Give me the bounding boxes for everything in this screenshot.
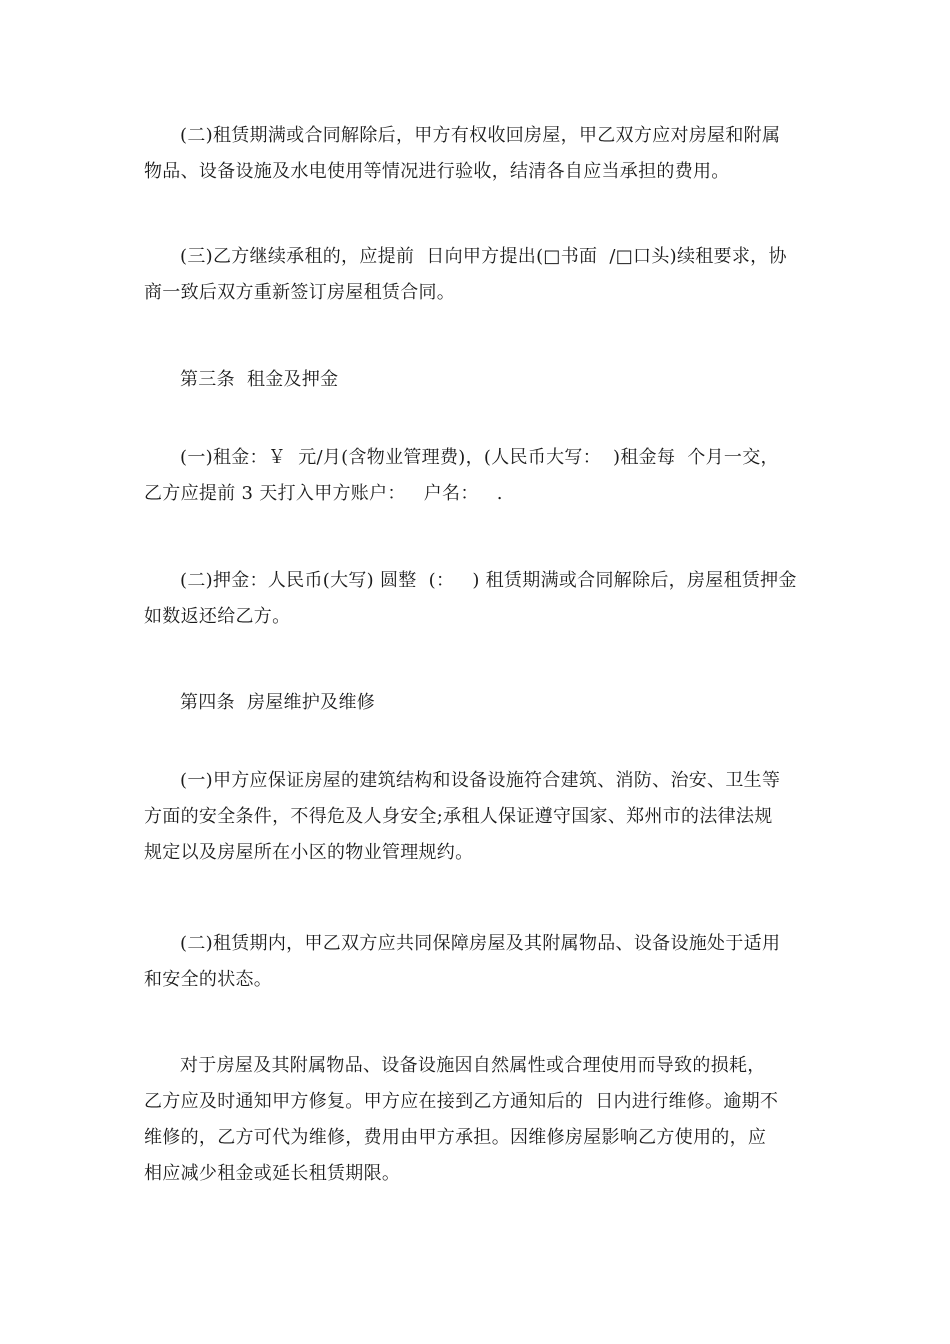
text-line: 规定以及房屋所在小区的物业管理规约。 [144, 842, 474, 863]
text-line: (三)乙方继续承租的，应提前 日向甲方提出(□书面 /□口头)续租要求，协 [180, 246, 787, 267]
text-line: (二)租赁期满或合同解除后，甲方有权收回房屋，甲乙双方应对房屋和附属 [180, 125, 781, 146]
text-line: (一)租金：￥ 元/月(含物业管理费)，(人民币大写： )租金每 个月一交， [180, 447, 779, 468]
paragraph-lease-expiry-inspection [144, 118, 816, 190]
text-line: (一)甲方应保证房屋的建筑结构和设备设施符合建筑、消防、治安、卫生等 [180, 770, 781, 791]
text-line: 乙方应提前 3 天打入甲方账户： 户名： . [144, 483, 503, 504]
paragraph-repair-obligations [144, 1048, 816, 1192]
text-line: 对于房屋及其附属物品、设备设施因自然属性或合理使用而导致的损耗， [180, 1055, 766, 1076]
paragraph-deposit [144, 563, 816, 635]
text-line: (二)押金：人民币(大写) 圆整 (： ) 租赁期满或合同解除后，房屋租赁押金 [180, 570, 797, 591]
text-line: 如数返还给乙方。 [144, 606, 291, 627]
paragraph-landlord-safety-guarantee [144, 763, 816, 871]
paragraph-rent-amount [144, 440, 816, 512]
article-heading-maintenance [144, 685, 816, 721]
article-heading-rent-deposit [144, 362, 816, 398]
paragraph-lease-renewal [144, 239, 816, 311]
text-line: 乙方应及时通知甲方修复。甲方应在接到乙方通知后的 日内进行维修。逾期不 [144, 1091, 779, 1112]
section-heading: 第四条 房屋维护及维修 [180, 692, 376, 713]
text-line: (二)租赁期内，甲乙双方应共同保障房屋及其附属物品、设备设施处于适用 [180, 933, 781, 954]
text-line: 物品、设备设施及水电使用等情况进行验收，结清各自应当承担的费用。 [144, 161, 730, 182]
text-line: 商一致后双方重新签订房屋租赁合同。 [144, 282, 456, 303]
section-heading: 第三条 租金及押金 [180, 369, 339, 390]
paragraph-joint-upkeep [144, 926, 816, 998]
text-line: 方面的安全条件，不得危及人身安全;承租人保证遵守国家、郑州市的法律法规 [144, 806, 773, 827]
text-line: 和安全的状态。 [144, 969, 273, 990]
text-line: 维修的，乙方可代为维修，费用由甲方承担。因维修房屋影响乙方使用的，应 [144, 1127, 767, 1148]
text-line: 相应减少租金或延长租赁期限。 [144, 1163, 401, 1184]
